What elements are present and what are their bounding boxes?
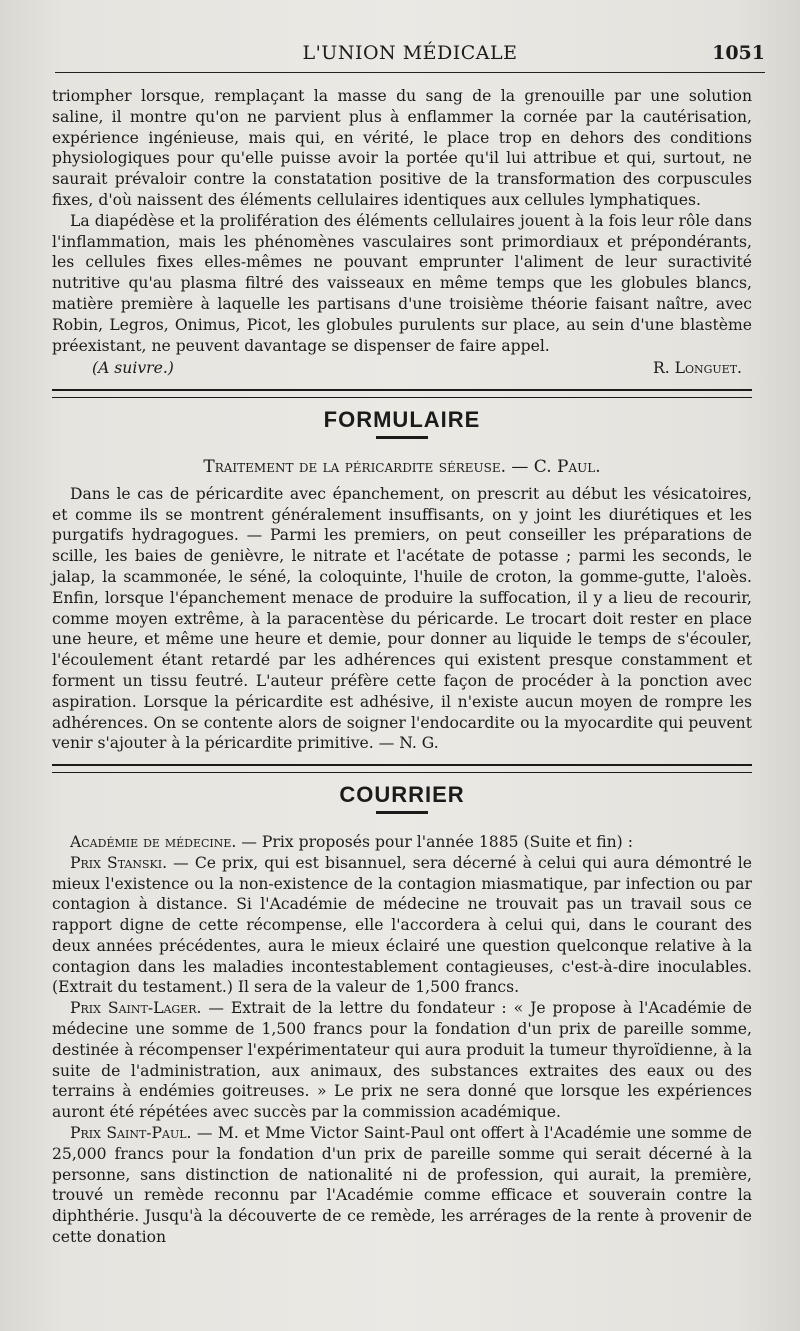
prix-saint-lager-paragraph bbox=[52, 998, 752, 1123]
prix-saint-paul-paragraph bbox=[52, 1123, 752, 1248]
signature-line bbox=[52, 358, 752, 379]
prix-stanski-paragraph bbox=[52, 853, 752, 999]
intro-paragraph-2: La diapédèse et la prolifération des éléments cellulaires jouent à la fois leur rôle dans l'inflammation, mais les phénomènes vasculaires sont primordiaux et prépondérants, les cellules fixes elles-mêmes ne pouvant emprunter l'aliment de leur suractivité nutritive qu'au plasma filtré des vaisseaux en même temps que les globules blancs, matière première à laquelle les partisans d'une troisième théorie faisant naître, avec Robin, Legros, Onimus, Picot, les globules purulents sur place, au sein d'une blastème préexistant, ne peuvent davantage se dispenser de faire appel. bbox=[52, 211, 752, 355]
running-title: L'UNION MÉDICALE bbox=[302, 42, 518, 64]
courrier-title-rule bbox=[376, 811, 428, 814]
prix-stanski-label: Prix Stanski. bbox=[70, 853, 168, 872]
section-divider bbox=[52, 389, 752, 398]
academy-label: Académie de médecine. bbox=[70, 832, 237, 851]
to-be-continued: (A suivre.) bbox=[92, 359, 174, 378]
academy-text: — Prix proposés pour l'année 1885 (Suite et fin) : bbox=[236, 832, 633, 851]
page-number: 1051 bbox=[712, 42, 765, 64]
author-signature: R. Longuet. bbox=[652, 359, 742, 378]
prix-saint-lager-text: — Extrait de la lettre du fondateur : « Je propose à l'Académie de médecine une somme de 1,500 francs pour la fondation d'un prix de pareille somme, destinée à récompenser l'expérimentateur qui aura produit la tumeur thyroïdienne, à la suite de l'administration, aux animaux, des substances extraites des eaux ou des terrains à endémies goitreuses. » Le prix ne sera donné que lorsque les expériences auront été répétées avec succès par la commission académique. bbox=[52, 999, 752, 1122]
header-rule bbox=[55, 72, 765, 73]
formulaire-title-rule bbox=[376, 436, 428, 439]
prix-saint-lager-label: Prix Saint-Lager. bbox=[70, 999, 202, 1018]
intro-paragraph-1: triompher lorsque, remplaçant la masse du sang de la grenouille par une solution saline, il montre qu'on ne parvient plus à enflammer la cornée par la cautérisation, expérience ingénieuse, mais qui, en vérité, le place trop en dehors des conditions physiologiques pour qu'elle puisse avoir la portée qu'il lui attribue et qui, surtout, ne saurait prévaloir contre la constatation positive de la transformation des corpuscules fixes, d'où naissent des éléments cellulaires identiques aux cellules lymphatiques. bbox=[52, 87, 752, 209]
formulaire-article-heading: Traitement de la péricardite séreuse. — C. Paul. bbox=[203, 456, 601, 477]
formulaire-title: FORMULAIRE bbox=[323, 407, 481, 433]
prix-saint-paul-label: Prix Saint-Paul. bbox=[70, 1124, 192, 1143]
page-content bbox=[52, 86, 752, 1248]
page-header bbox=[55, 38, 765, 74]
courrier-title: COURRIER bbox=[339, 782, 465, 808]
prix-stanski-text: — Ce prix, qui est bisannuel, sera décerné à celui qui aura démontré le mieux l'existence ou la non-existence de la contagion miasmatique, par infection ou par contagion à distance. Si l'Académie de médecine ne trouvait pas un travail sous ce rapport digne de cette récompense, elle l'accordera à celui qui, dans le courant des deux années précédentes, aura le mieux éclairé une question quelconque relative à la contagion dans les maladies incontestablement contagieuses, c'est-à-dire inoculables. (Extrait du testament.) Il sera de la valeur de 1,500 francs. bbox=[52, 853, 752, 997]
courrier-academy-paragraph bbox=[52, 832, 752, 853]
formulaire-body: Dans le cas de péricardite avec épanchement, on prescrit au début les vésicatoires, et comme ils se montrent généralement insuffisants, on y joint les diurétiques et les purgatifs hydragogues. — Parmi les premiers, on peut conseiller les préparations de scille, les baies de genièvre, le nitrate et l'acétate de potasse ; parmi les seconds, le jalap, la scammonée, le séné, la coloquinte, l'huile de croton, la gomme-gutte, l'aloès. Enfin, lorsque l'épanchement menace de produire la suffocation, il y a lieu de recourir, comme moyen extrême, à la paracentèse du péricarde. Le trocart doit rester en place une heure, et même une heure et demie, pour donner au liquide le temps de s'écouler, l'écoulement étant retardé par les adhérences qui existent presque constamment et forment un tissu feutré. L'auteur préfère cette façon de procéder à la ponction avec aspiration. Lorsque la péricardite est adhésive, il n'existe aucun moyen de rompre les adhérences. On se contente alors de soigner l'endocardite ou la myocardite qui peuvent venir s'ajouter à la péricardite primitive. — N. G. bbox=[52, 484, 752, 753]
prix-saint-paul-text: — M. et Mme Victor Saint-Paul ont offert à l'Académie une somme de 25,000 francs pour la fondation d'un prix de pareille somme qui serait décerné à la personne, sans distinction de nationalité ni de profession, qui aurait, la première, trouvé un remède reconnu par l'Académie comme efficace et souverain contre la diphthérie. Jusqu'à la découverte de ce remède, les arrérages de la rente à provenir de cette donation bbox=[52, 1124, 752, 1247]
section-divider bbox=[52, 764, 752, 773]
